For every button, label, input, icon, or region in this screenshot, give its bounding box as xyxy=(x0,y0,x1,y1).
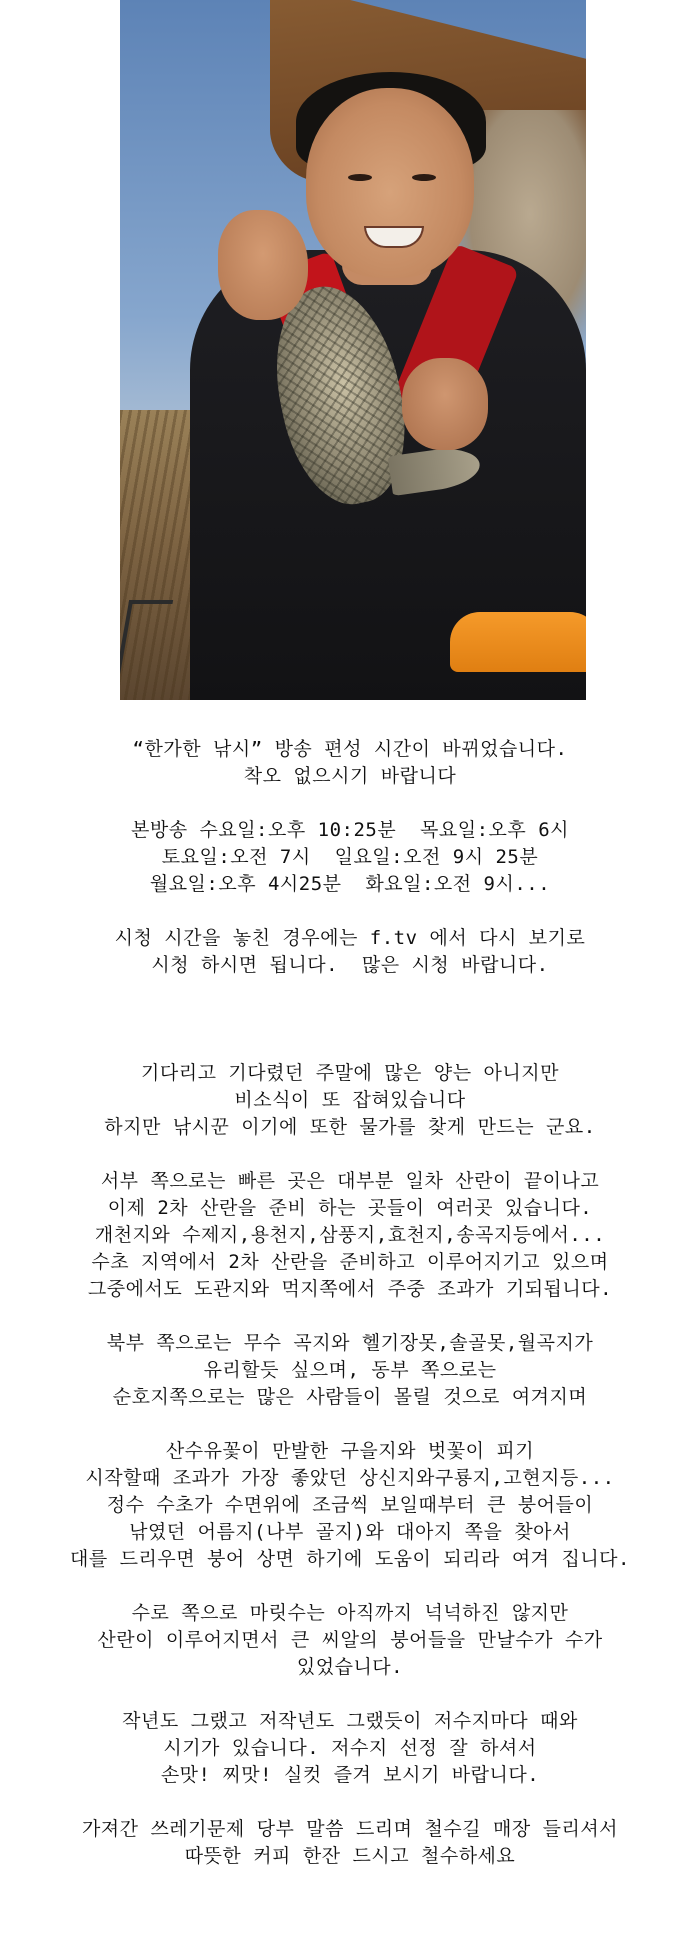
paragraph xyxy=(0,1060,700,1141)
paragraph-gap xyxy=(0,1789,700,1816)
text-line: 착오 없으시기 바랍니다 xyxy=(243,765,457,787)
text-line: 가져간 쓰레기문제 당부 말씀 드리며 철수길 매장 들리셔서 xyxy=(81,1818,619,1840)
paragraph-gap xyxy=(0,1303,700,1330)
text-line: 기다리고 기다렸던 주말에 많은 양는 아니지만 xyxy=(141,1062,559,1084)
text-line: 개천지와 수제지,용천지,삼풍지,효천지,송곡지등에서... xyxy=(94,1224,606,1246)
text-line: 유리할듯 싶으며, 동부 쪽으로는 xyxy=(203,1359,497,1381)
text-line: 월요일:오후 4시25분 화요일:오전 9시... xyxy=(149,873,551,895)
text-line: 산란이 이루어지면서 큰 씨알의 붕어들을 만날수가 수가 xyxy=(97,1629,603,1651)
text-line: 작년도 그랬고 저작년도 그랬듯이 저수지마다 때와 xyxy=(122,1710,578,1732)
paragraph xyxy=(0,1330,700,1411)
text-line: 토요일:오전 7시 일요일:오전 9시 25분 xyxy=(161,846,539,868)
hand-right xyxy=(402,358,488,450)
text-line: 있었습니다. xyxy=(296,1656,404,1678)
text-line: 이제 2차 산란을 준비 하는 곳들이 여러곳 있습니다. xyxy=(107,1197,593,1219)
fishing-report-text xyxy=(0,736,700,1870)
text-line: 서부 쪽으로는 빠른 곳은 대부분 일차 산란이 끝이나고 xyxy=(100,1170,600,1192)
text-line: 산수유꽃이 만발한 구을지와 벗꽃이 피기 xyxy=(165,1440,535,1462)
text-line: 하지만 낚시꾼 이기에 또한 물가를 찾게 만드는 군요. xyxy=(104,1116,596,1138)
paragraph-gap xyxy=(0,1141,700,1168)
text-line: 본방송 수요일:오후 10:25분 목요일:오후 6시 xyxy=(130,819,570,841)
paragraph-gap xyxy=(0,898,700,925)
text-line: 정수 수초가 수면위에 조금씩 보일때부터 큰 붕어들이 xyxy=(106,1494,594,1516)
paragraph-gap xyxy=(0,1573,700,1600)
text-line: 시청 하시면 됩니다. 많은 시청 바랍니다. xyxy=(151,954,549,976)
paragraph xyxy=(0,736,700,790)
text-line: 북부 쪽으로는 무수 곡지와 헬기장못,솔골못,월곡지가 xyxy=(106,1332,594,1354)
paragraph-gap xyxy=(0,1681,700,1708)
text-line: 비소식이 또 잡혀있습니다 xyxy=(234,1089,466,1111)
paragraph xyxy=(0,817,700,898)
paragraph xyxy=(0,925,700,979)
paragraph-gap xyxy=(0,979,700,1006)
text-line: “한가한 낚시” 방송 편성 시간이 바뀌었습니다. xyxy=(132,738,568,760)
eye-right xyxy=(412,174,436,181)
paragraph xyxy=(0,1438,700,1573)
text-line: 시청 시간을 놓친 경우에는 f.tv 에서 다시 보기로 xyxy=(114,927,586,949)
text-line: 수로 쪽으로 마릿수는 아직까지 넉넉하진 않지만 xyxy=(131,1602,569,1624)
text-line: 낚였던 어름지(나부 골지)와 대아지 쪽을 찾아서 xyxy=(129,1521,571,1543)
text-line: 따뜻한 커피 한잔 드시고 철수하세요 xyxy=(184,1845,516,1867)
paragraph xyxy=(0,1816,700,1870)
text-line: 시기가 있습니다. 저수지 선정 잘 하셔서 xyxy=(163,1737,537,1759)
paragraph xyxy=(0,1168,700,1303)
angler-face xyxy=(306,88,474,278)
hand-left xyxy=(218,210,308,320)
text-line: 순호지쪽으로는 많은 사람들이 몰릴 것으로 여겨지며 xyxy=(112,1386,588,1408)
paragraph xyxy=(0,1600,700,1681)
paragraph-gap xyxy=(0,1411,700,1438)
paragraph-gap xyxy=(0,790,700,817)
eye-left xyxy=(348,174,372,181)
section-gap xyxy=(0,1006,700,1060)
text-line: 대를 드리우면 붕어 상면 하기에 도움이 되리라 여겨 집니다. xyxy=(70,1548,630,1570)
text-line: 그중에서도 도관지와 먹지쪽에서 주중 조과가 기되됩니다. xyxy=(87,1278,613,1300)
angler-photo xyxy=(120,0,586,700)
text-line: 수초 지역에서 2차 산란을 준비하고 이루어지기고 있으며 xyxy=(91,1251,609,1273)
text-line: 시작할때 조과가 가장 좋았던 상신지와구룡지,고현지등... xyxy=(85,1467,615,1489)
orange-bucket xyxy=(450,612,586,672)
text-line: 손맛! 찌맛! 실컷 즐겨 보시기 바랍니다. xyxy=(160,1764,540,1786)
paragraph xyxy=(0,1708,700,1789)
